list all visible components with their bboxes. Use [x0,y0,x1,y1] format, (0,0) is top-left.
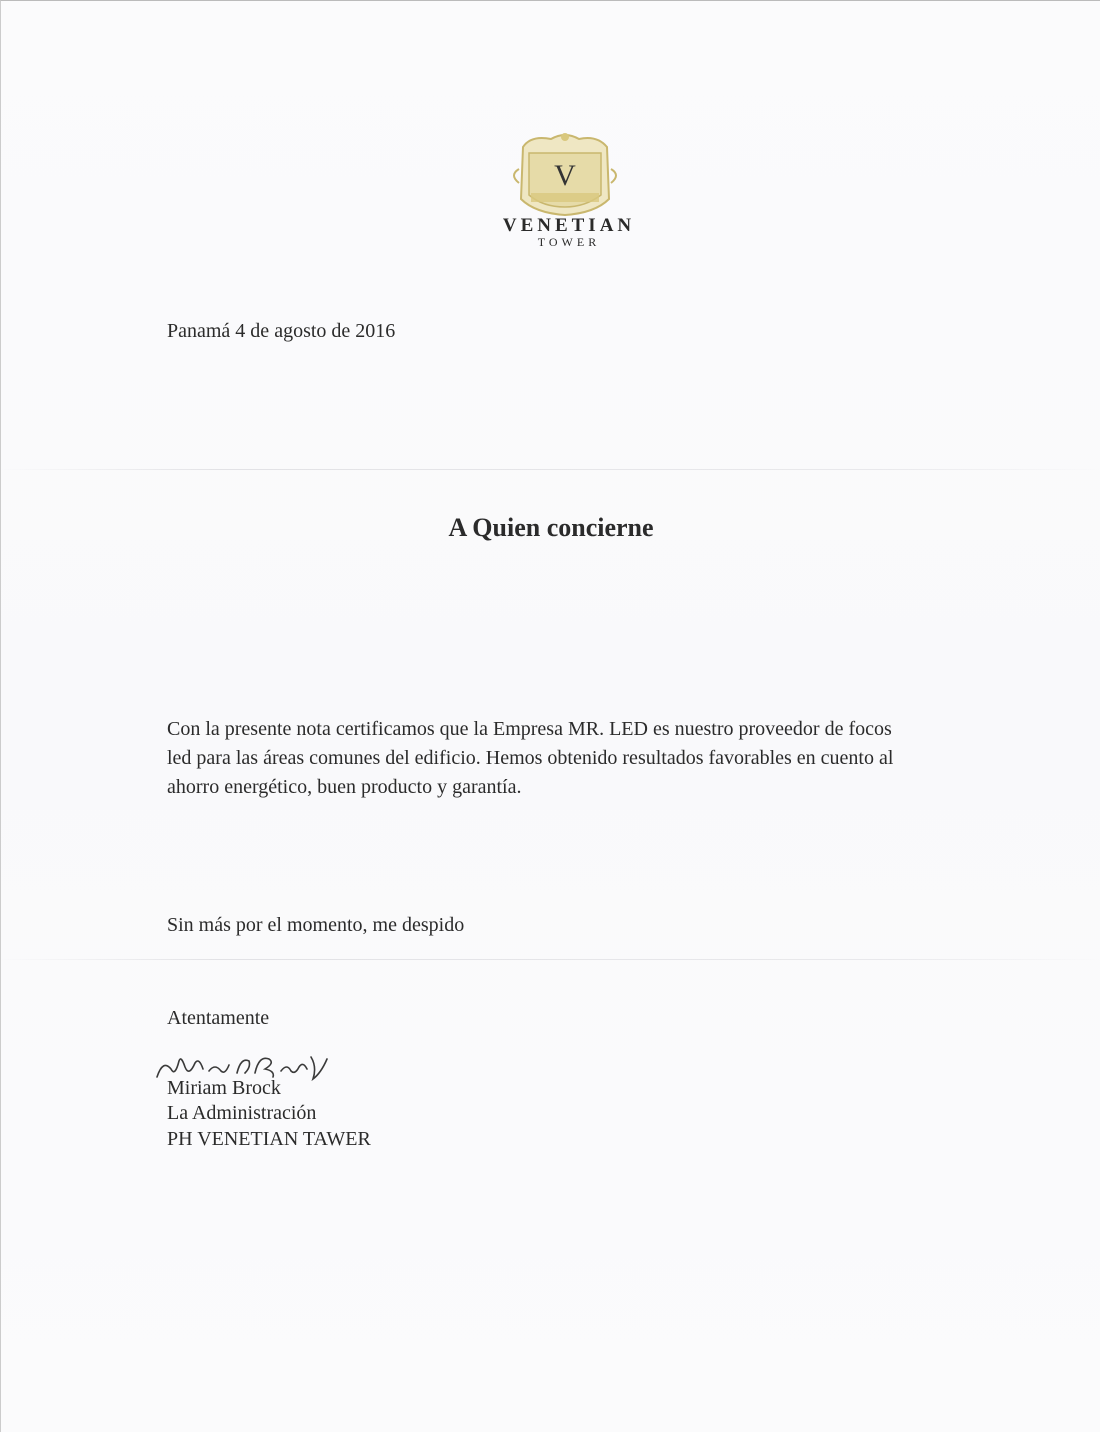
signer-organization: PH VENETIAN TAWER [167,1128,371,1150]
salutation: Atentamente [167,1007,270,1029]
brand-subname: TOWER [537,235,601,249]
venetian-tower-logo [479,129,659,259]
crest-monogram: V [554,159,576,192]
signer-role: La Administración [167,1102,317,1124]
paper-fold-line [1,469,1100,470]
brand-name: VENETIAN [502,215,636,236]
letter-title: A Quien concierne [448,513,654,542]
body-line: Con la presente nota certificamos que la Empresa MR. LED es nuestro proveedor de focos [167,718,892,740]
place-date: Panamá 4 de agosto de 2016 [167,320,396,342]
body-line: led para las áreas comunes del edificio. Hemos obtenido resultados favorables en cuento al [167,747,894,769]
paper-fold-line [1,959,1100,960]
signer-name: Miriam Brock [167,1077,281,1099]
closing-line: Sin más por el momento, me despido [167,914,465,936]
body-line: ahorro energético, buen producto y garantía. [167,776,522,798]
crest-icon [479,129,659,219]
letter-body [167,715,893,802]
